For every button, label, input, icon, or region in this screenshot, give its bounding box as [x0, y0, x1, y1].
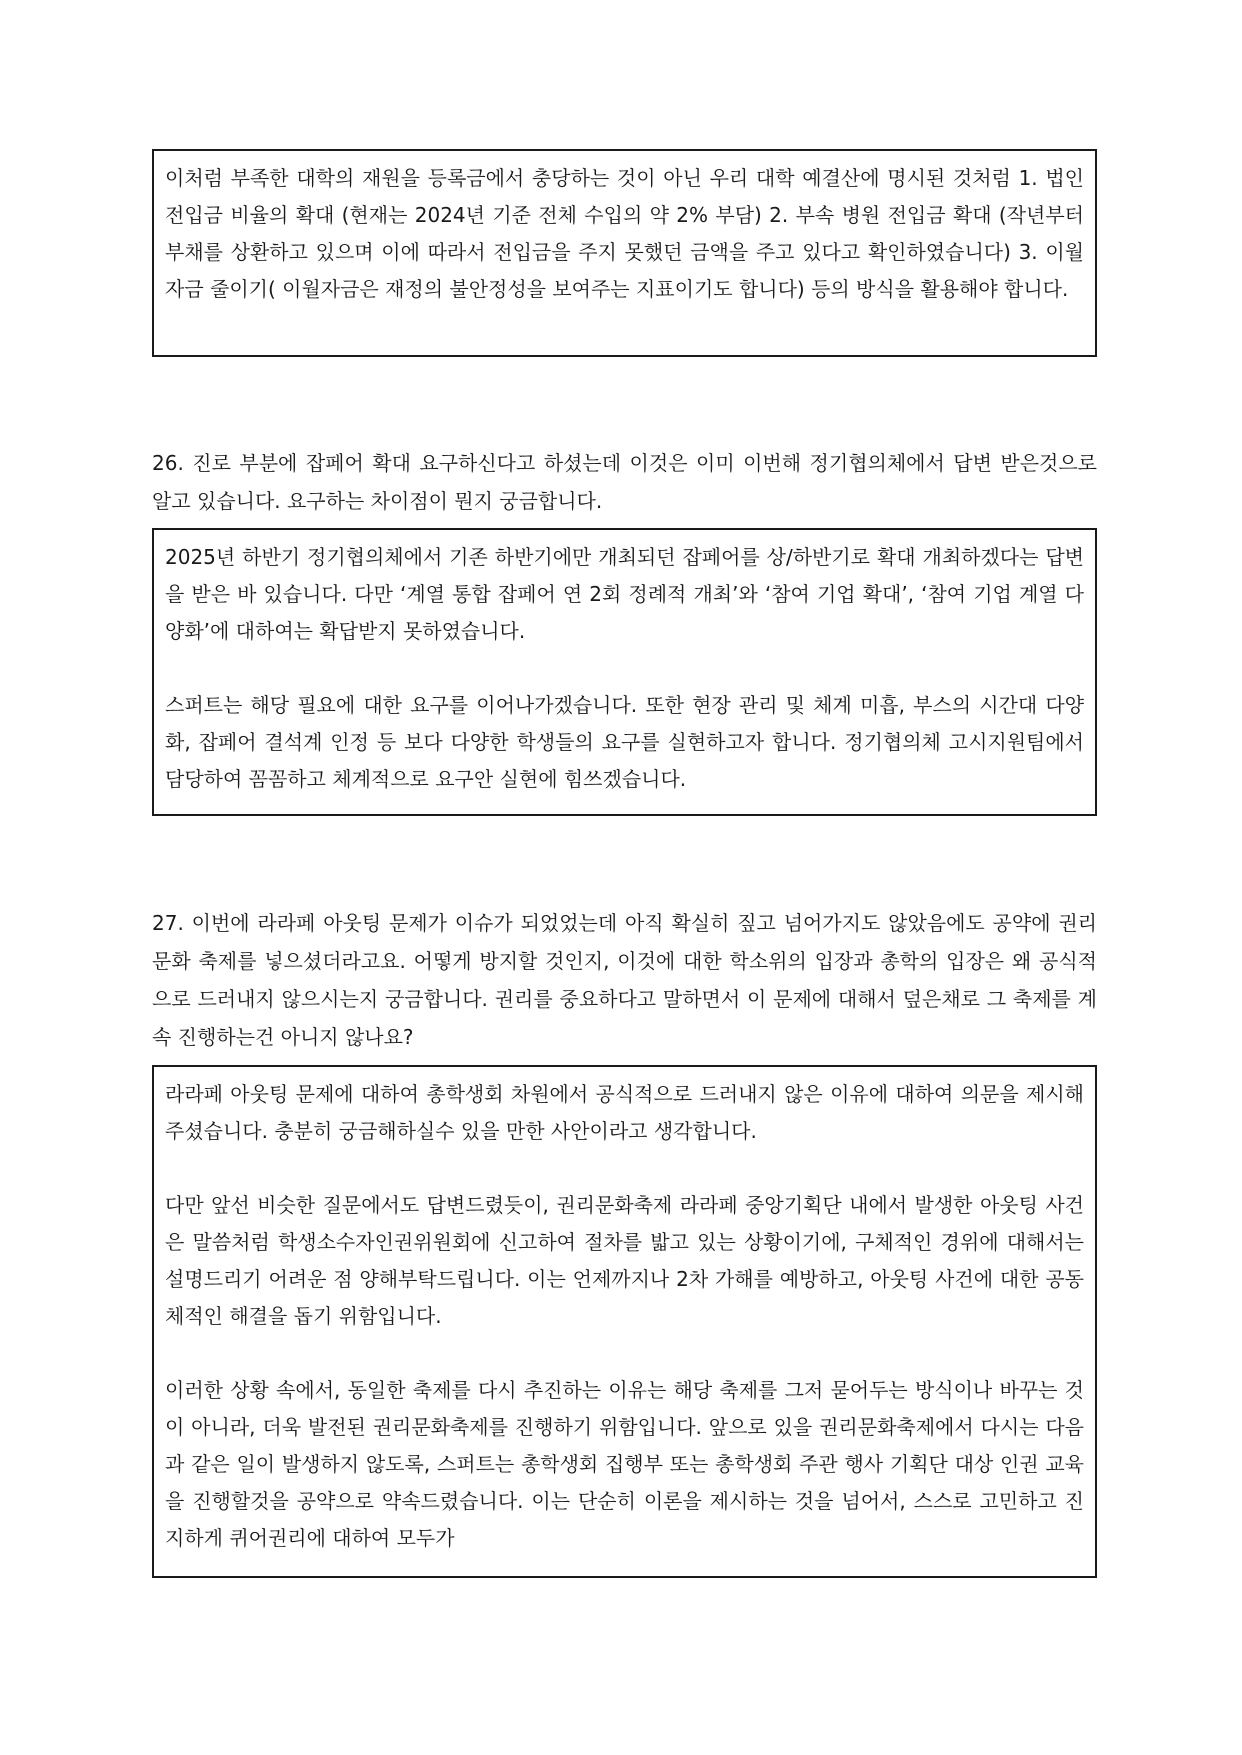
question-26-text: 26. 진로 부분에 잡페어 확대 요구하신다고 하셨는데 이것은 이미 이번해 정기협의체에서 답변 받은것으로 알고 있습니다. 요구하는 차이점이 뭔지 궁금합니다. [152, 451, 1097, 513]
answer-27-paragraph: 다만 앞선 비슷한 질문에서도 답변드렸듯이, 권리문화축제 라라페 중앙기획단 내에서 발생한 아웃팅 사건은 말씀처럼 학생소수자인권위원회에 신고하여 절차를 밟고 있는 상황이기에, 구체적인 경위에 대해서는 설명드리기 어려운 점 양해부탁드립니다. 이는 언제까지나 2차 가해를 예방하고, 아웃팅 사건에 대한 공동체적인 해결을 돕기 위함입니다. [165, 1193, 1084, 1328]
answer-box-25 [152, 149, 1097, 357]
answer-26-paragraph: 2025년 하반기 정기협의체에서 기존 하반기에만 개최되던 잡페어를 상/하반기로 확대 개최하겠다는 답변을 받은 바 있습니다. 다만 ‘계열 통합 잡페어 연 2회 정례적 개최’와 ‘참여 기업 확대’, ‘참여 기업 계열 다양화’에 대하여는 확답받지 못하였습니다. [165, 545, 1084, 643]
question-27 [152, 904, 1097, 1056]
question-27-text: 27. 이번에 라라페 아웃팅 문제가 이슈가 되었었는데 아직 확실히 짚고 넘어가지도 않았음에도 공약에 권리 문화 축제를 넣으셨더라고요. 어떻게 방지할 것인지, 이것에 대한 학소위의 입장과 총학의 입장은 왜 공식적으로 드러내지 않으시는지 궁금합니다. 권리를 중요하다고 말하면서 이 문제에 대해서 덮은채로 그 축제를 계속 진행하는건 아니지 않나요? [152, 911, 1097, 1049]
answer-25-text: 이처럼 부족한 대학의 재원을 등록금에서 충당하는 것이 아닌 우리 대학 예결산에 명시된 것처럼 1. 법인 전입금 비율의 확대 (현재는 2024년 기준 전체 수입의 약 2% 부담) 2. 부속 병원 전입금 확대 (작년부터 부채를 상환하고 있으며 이에 따라서 전입금을 주지 못했던 금액을 주고 있다고 확인하였습니다) 3. 이월자금 줄이기( 이월자금은 재정의 불안정성을 보여주는 지표이기도 합니다) 등의 방식을 활용해야 합니다. [165, 166, 1084, 301]
answer-box-27 [152, 1065, 1097, 1578]
answer-26-paragraph: 스퍼트는 해당 필요에 대한 요구를 이어나가겠습니다. 또한 현장 관리 및 체계 미흡, 부스의 시간대 다양화, 잡페어 결석계 인정 등 보다 다양한 학생들의 요구를 실현하고자 합니다. 정기협의체 고시지원팀에서 담당하여 꼼꼼하고 체계적으로 요구안 실현에 힘쓰겠습니다. [165, 693, 1084, 791]
answer-27-paragraph: 라라페 아웃팅 문제에 대하여 총학생회 차원에서 공식적으로 드러내지 않은 이유에 대하여 의문을 제시해주셨습니다. 충분히 궁금해하실수 있을 만한 사안이라고 생각합니다. [165, 1082, 1084, 1143]
answer-box-26 [152, 528, 1097, 816]
answer-27-paragraph: 이러한 상황 속에서, 동일한 축제를 다시 추진하는 이유는 해당 축제를 그저 묻어두는 방식이나 바꾸는 것이 아니라, 더욱 발전된 권리문화축제를 진행하기 위함입니다. 앞으로 있을 권리문화축제에서 다시는 다음과 같은 일이 발생하지 않도록, 스퍼트는 총학생회 집행부 또는 총학생회 주관 행사 기획단 대상 인권 교육을 진행할것을 공약으로 약속드렸습니다. 이는 단순히 이론을 제시하는 것을 넘어서, 스스로 고민하고 진지하게 퀴어권리에 대하여 모두가 [165, 1378, 1084, 1550]
question-26 [152, 444, 1097, 520]
